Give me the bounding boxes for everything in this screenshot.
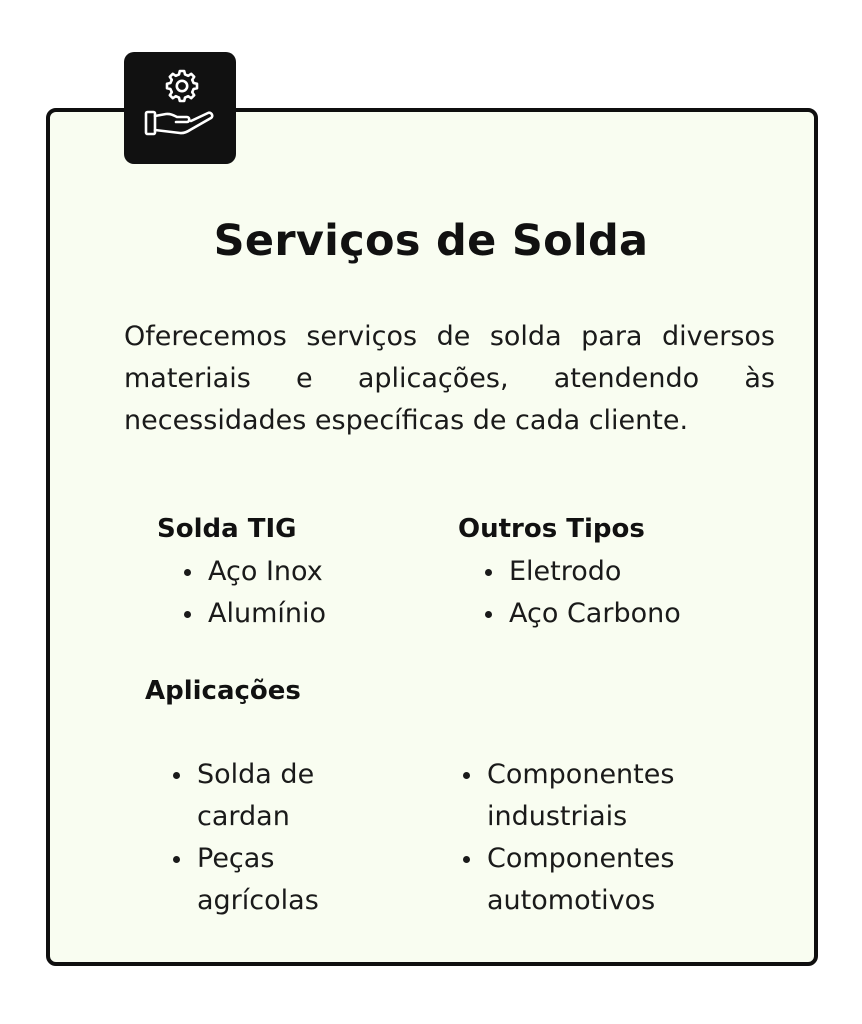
list-item: Aço Carbono bbox=[485, 593, 681, 635]
list-item: Solda de cardan bbox=[173, 754, 397, 838]
intro-paragraph: Oferecemos serviços de solda para diversos materiais e aplicações, atendendo às necessidades específicas de cada cliente. bbox=[124, 321, 775, 436]
aplicacoes-right-list bbox=[463, 754, 727, 922]
page-title: Serviços de Solda bbox=[213, 216, 649, 266]
solda-tig-list bbox=[184, 551, 326, 635]
gear-hand-icon bbox=[138, 66, 222, 150]
outros-tipos-list bbox=[485, 551, 681, 635]
aplicacoes-left-list bbox=[173, 754, 397, 922]
solda-tig-heading: Solda TIG bbox=[157, 514, 297, 544]
list-item: Componentes automotivos bbox=[463, 838, 727, 922]
list-item: Alumínio bbox=[184, 593, 326, 635]
list-item: Eletrodo bbox=[485, 551, 681, 593]
list-item: Aço Inox bbox=[184, 551, 326, 593]
aplicacoes-heading: Aplicações bbox=[145, 676, 301, 706]
service-badge bbox=[124, 52, 236, 164]
outros-tipos-heading: Outros Tipos bbox=[458, 514, 645, 544]
list-item: Peças agrícolas bbox=[173, 838, 397, 922]
list-item: Componentes industriais bbox=[463, 754, 727, 838]
